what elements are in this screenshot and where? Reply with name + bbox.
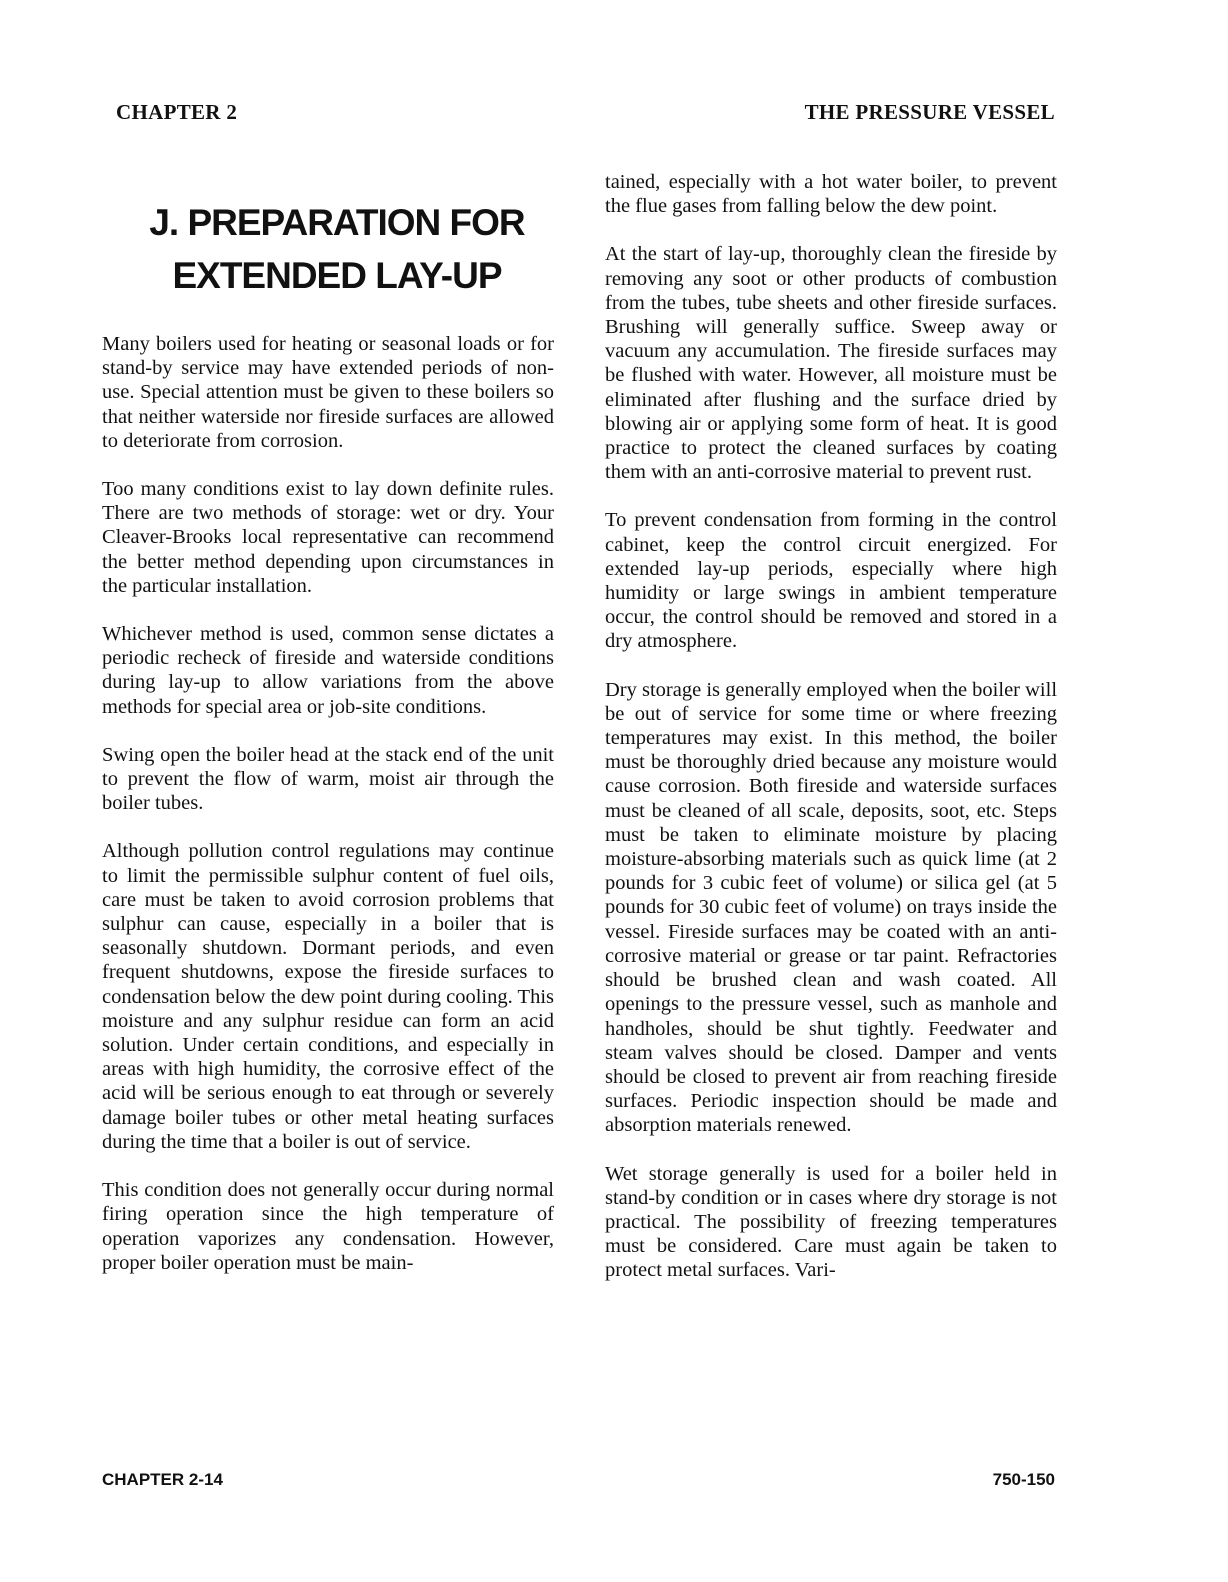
section-title-line-2: EXTENDED LAY-UP <box>172 255 502 296</box>
section-title <box>102 196 572 302</box>
footer-page-number: CHAPTER 2-14 <box>102 1470 223 1489</box>
left-column <box>102 332 554 1299</box>
paragraph: This condition does not generally occur during normal firing operation since the high temperature of operation vaporizes any condensation. However, proper boiler operation must be main- <box>102 1179 554 1274</box>
section-title-line-1: J. PREPARATION FOR <box>149 202 525 243</box>
running-header-title: THE PRESSURE VESSEL <box>804 100 1055 124</box>
paragraph: Many boilers used for heating or seasonal loads or for stand-by service may have extended periods of non-use. Special attention must be given to these boilers so that neither waterside nor fireside surfaces are allowed to deteriorate from corrosion. <box>102 333 554 452</box>
paragraph: Although pollution control regulations may continue to limit the permissible sulphur content of fuel oils, care must be taken to avoid corrosion problems that sulphur can cause, especially in a boiler that is seasonally shutdown. Dormant periods, and even frequent shutdowns, expose the fireside surfaces to condensation below the dew point during cooling. This moisture and any sulphur residue can form an acid solution. Under certain conditions, and especially in areas with high humidity, the corrosive effect of the acid will be serious enough to eat through or severely damage boiler tubes or other metal heating surfaces during the time that a boiler is out of service. <box>102 840 554 1153</box>
footer-document-number: 750-150 <box>992 1470 1055 1489</box>
paragraph: Too many conditions exist to lay down definite rules. There are two methods of storage: wet or dry. Your Cleaver-Brooks local representative can recommend the better method depending upon circumstances in the particular installation. <box>102 478 554 597</box>
paragraph: Swing open the boiler head at the stack end of the unit to prevent the flow of warm, moist air through the boiler tubes. <box>102 743 554 815</box>
right-column <box>605 170 1057 1307</box>
paragraph: To prevent condensation from forming in the control cabinet, keep the control circuit energized. For extended lay-up periods, especially where high humidity or large swings in ambient temperature occur, the control should be removed and stored in a dry atmosphere. <box>605 509 1057 653</box>
paragraph: Dry storage is generally employed when the boiler will be out of service for some time or where freezing temperatures may exist. In this method, the boiler must be thoroughly dried because any moisture would cause corrosion. Both fireside and waterside surfaces must be cleaned of all scale, deposits, soot, etc. Steps must be taken to eliminate moisture by placing moisture-absorbing materials such as quick lime (at 2 pounds for 3 cubic feet of volume) or silica gel (at 5 pounds for 30 cubic feet of volume) on trays inside the vessel. Fireside surfaces may be coated with an anti-corrosive material or grease or tar paint. Refractories should be brushed clean and wash coated. All openings to the pressure vessel, such as manhole and handholes, should be shut tightly. Feedwater and steam valves should be closed. Damper and vents should be closed to prevent air from reaching fireside surfaces. Periodic inspection should be made and absorption materials renewed. <box>605 678 1058 1137</box>
paragraph: Wet storage generally is used for a boiler held in stand-by condition or in cases where dry storage is not practical. The possibility of freezing temperatures must be considered. Care must again be taken to protect metal surfaces. Vari- <box>605 1162 1057 1282</box>
paragraph: Whichever method is used, common sense dictates a periodic recheck of fireside and waterside conditions during lay-up to allow variations from the above methods for special area or job-site conditions. <box>102 623 554 718</box>
paragraph: At the start of lay-up, thoroughly clean the fireside by removing any soot or other products of combustion from the tubes, tube sheets and other fireside surfaces. Brushing will generally suffice. Sweep away or vacuum any accumulation. The fireside surfaces may be flushed with water. However, all moisture must be eliminated after flushing and the surface dried by blowing air or applying some form of heat. It is good practice to protect the cleaned surfaces by coating them with an anti-corrosive material to prevent rust. <box>605 243 1057 484</box>
running-header-chapter: CHAPTER 2 <box>116 100 238 124</box>
paragraph: tained, especially with a hot water boiler, to prevent the flue gases from falling below the dew point. <box>605 171 1057 218</box>
